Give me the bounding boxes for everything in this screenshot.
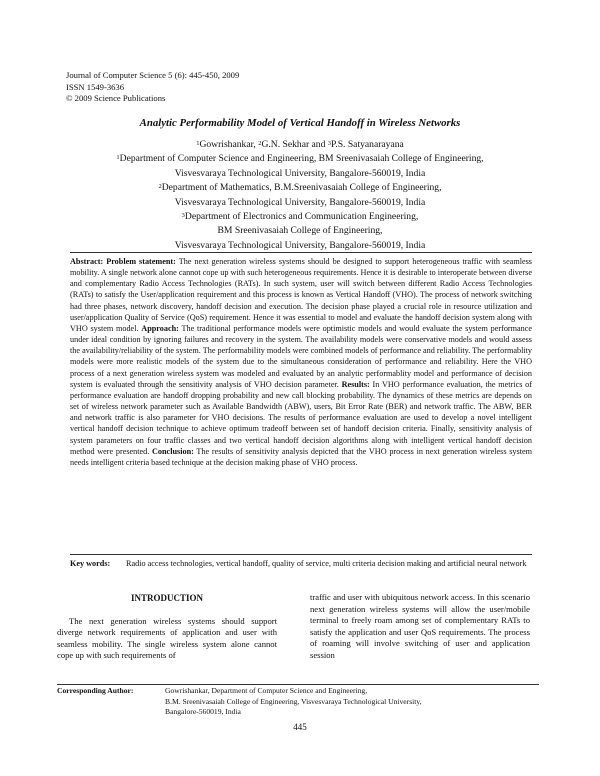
approach-text: The traditional performance models were optimistic models and would evaluate the system performance under ideal condition by ignoring failures and recovery in the system. The availability models were conservative models and would assess the availability/reliability of the system. The performability models were combined models of performance and reliability. The performablity models were more realistic models of the system due to the simultaneous consideration of performance and reliability. Here the VHO process of a next generation wireless system was modeled and evaluated by an analytic performablity model and performance of decision system is evaluated through the sensitivity analysis of VHO decision parameter. <box>70 323 532 389</box>
paper-title: Analytic Performability Model of Vertical Handoff in Wireless Networks <box>139 117 461 129</box>
author2-sup: 2 <box>258 140 262 147</box>
corresponding-address <box>165 686 422 718</box>
affiliation-2-line2: Visvesvaraya Technological University, Bangalore-560019, India <box>174 196 426 208</box>
journal-header <box>66 70 239 105</box>
problem-label: Problem statement: <box>106 257 176 266</box>
problem-text: The next generation wireless systems should be designed to support heterogeneous traffic with seamless mobility. A single network alone cannot cope up with such heterogeneous requirements. Hence it is desirable to interoperate between diverse and complementary Radio Access Technologies (RATs). In such system, user will switch between different Radio Access Technologies (RATs) to satisfy the User/application requirement and this process is known as Vertical Handoff (VHO). The process of network switching had three phases, network discovery, handoff decision and execution. The decision phase played a crucial role in resource utilization and user/application Quality of Service (QoS) requirement. Hence it was essential to model and evaluate the handoff decision system along with VHO system model. <box>70 257 532 333</box>
aff3-sup: 3 <box>181 212 185 220</box>
author1-sup: 1 <box>196 140 200 147</box>
corresponding-line1: Gowrishankar, Department of Computer Science and Engineering, <box>165 686 368 695</box>
results-text: In VHO performance evaluation, the metrics of performance evaluation are handoff dropping probability and new call blocking probability. The dynamics of these metrics are depends on set of wireless network parameter such as Available Bandwidth (ABW), users, Bit Error Rate (BER) and network traffic. The ABW, BER and network traffic is also parameter for VHO decisions. The results of performance evaluation are used to develop a novel intelligent vertical handoff decision technique to achieve optimum tradeoff between set of handoff decision criteria. Finally, sensitivity analysis of system parameters on four traffic classes and two vertical handoff decision algorithms along with intelligent vertical handoff decision method were presented. <box>70 379 532 456</box>
aff2-sup: 2 <box>158 183 162 191</box>
corresponding-line2: B.M. Sreenivasaiah College of Engineering, Visvesvaraya Technological University, <box>165 696 422 706</box>
intro-heading: INTRODUCTION <box>130 593 203 603</box>
abstract-label: Abstract: <box>70 257 104 266</box>
affiliation-3-line3: Visvesvaraya Technological University, Bangalore-560019, India <box>174 239 426 251</box>
journal-copyright: © 2009 Science Publications <box>66 93 166 103</box>
corresponding-label: Corresponding Author: <box>57 686 134 695</box>
approach-label: Approach: <box>141 323 179 333</box>
author3-sup: 3 <box>327 140 332 147</box>
journal-issn: ISSN 1549-3636 <box>66 81 125 92</box>
aff2-text: Department of Mathematics, B.M.Sreenivasaiah College of Engineering, <box>161 182 442 194</box>
intro-left-column <box>57 591 277 662</box>
corresponding-row <box>57 686 539 718</box>
affiliation-2-line1 <box>0 181 600 195</box>
abstract-text <box>70 256 532 468</box>
author-block <box>0 138 600 253</box>
intro-right-column <box>310 592 530 662</box>
affiliation-1-line1 <box>0 152 600 166</box>
affiliation-3-line2: BM Sreenivasaiah College of Engineering, <box>217 225 383 237</box>
footer-divider <box>57 684 539 685</box>
author2-name: G.N. Sekhar and <box>261 139 328 150</box>
aff1-sup: 1 <box>116 154 120 162</box>
intro-right-paragraph: traffic and user with ubiquitous network access. In this scenario next generation wireless systems will allow the user/mobile terminal to freely roam among set of complementary RATs to satisfy the application and user QoS requirements. The process of roaming will involve switching of user and application session <box>310 592 530 660</box>
author1-name: Gowrishankar, <box>199 139 259 150</box>
abstract-section <box>70 252 532 468</box>
results-label: Results: <box>341 379 370 389</box>
corresponding-author <box>57 686 539 718</box>
keywords-label: Key words: <box>70 559 111 568</box>
journal-citation: Journal of Computer Science 5 (6): 445-450, 2009 <box>66 70 240 80</box>
page-number: 445 <box>293 722 307 732</box>
intro-left-paragraph: The next generation wireless systems should support diverge network requirements of application and user with seamless mobility. The single wireless system alone cannot cope up with such requirements of <box>57 615 277 661</box>
keywords-section <box>70 554 532 569</box>
corresponding-line3: Bangalore-560019, India <box>165 707 241 717</box>
conclusion-label: Conclusion: <box>152 446 194 456</box>
affiliation-3-line1 <box>0 210 600 224</box>
affiliation-1-line2: Visvesvaraya Technological University, Bangalore-560019, India <box>174 167 426 179</box>
keywords-text: Radio access technologies, vertical handoff, quality of service, multi criteria decision making and artificial neural network <box>126 559 527 568</box>
conclusion-text: The results of sensitivity analysis depicted that the VHO process in next generation wireless system needs intelligent criteria based technique at the decision making phase of VHO process. <box>70 446 532 467</box>
aff1-text: Department of Computer Science and Engineering, BM Sreenivasaiah College of Engineering, <box>119 153 484 165</box>
keywords-row <box>70 558 532 569</box>
aff3-text: Department of Electronics and Communication Engineering, <box>184 211 419 223</box>
author-names <box>0 138 600 152</box>
author3-name: P.S. Satyanarayana <box>331 139 404 150</box>
